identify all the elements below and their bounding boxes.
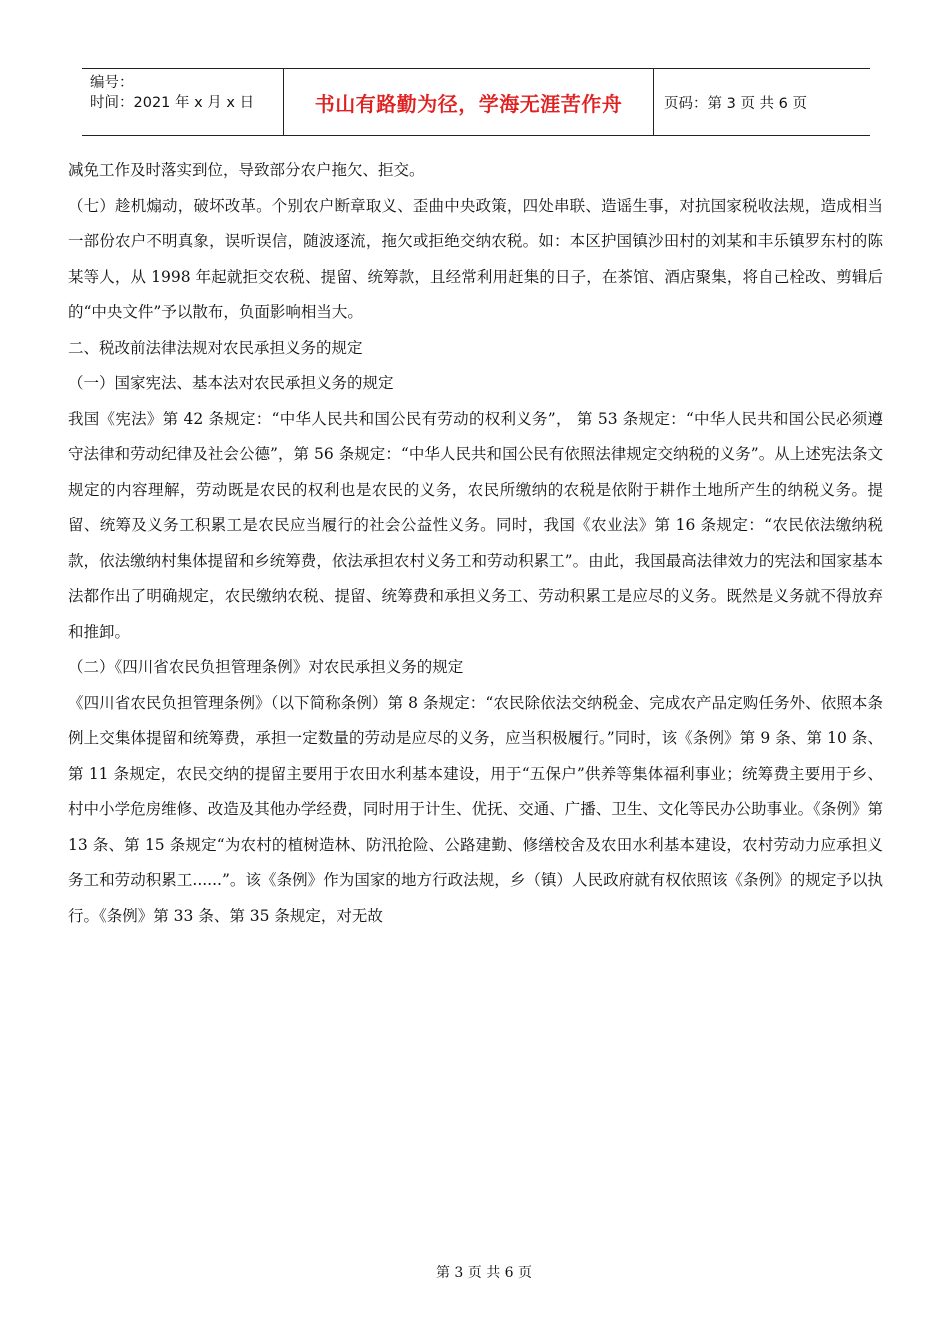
- document-number-label: 编号：: [90, 75, 134, 91]
- header-table: [82, 68, 870, 136]
- document-time-label: 时间：2021 年 x 月 x 日: [90, 95, 255, 111]
- header-meta: [82, 69, 283, 135]
- document-body: [68, 153, 883, 934]
- paragraph-section-7: （七）趁机煽动，破坏改革。个别农户断章取义、歪曲中央政策，四处串联、造谣生事，对抗国家税收法规，造成相当一部份农户不明真象，误听误信，随波逐流，拖欠或拒绝交纳农税。如：本区护国镇沙田村的刘某和丰乐镇罗东村的陈某等人，从 1998 年起就拒交农税、提留、统筹款，且经常利用赶集的日子，在茶馆、酒店聚集，将自己栓改、剪辑后的“中央文件”予以散布，负面影响相当大。: [68, 196, 883, 321]
- paragraph-continuation: 减免工作及时落实到位，导致部分农户拖欠、拒交。: [68, 161, 425, 179]
- subheading-2: （二）《四川省农民负担管理条例》对农民承担义务的规定: [68, 658, 464, 676]
- paragraph-constitution: 我国《宪法》第 42 条规定：“中华人民共和国公民有劳动的权利义务”， 第 53 条规定：“中华人民共和国公民必须遵守法律和劳动纪律及社会公德”，第 56 条规定：“中华人民共和国公民有依照法律规定交纳税的义务”。从上述宪法条文规定的内容理解，劳动既是农民的权利也是农民的义务，农民所缴纳的农税是依附于耕作土地所产生的纳税义务。提留、统筹及义务工积累工是农民应当履行的社会公益性义务。同时，我国《农业法》第 16 条规定：“农民依法缴纳税款，依法缴纳村集体提留和乡统筹费，依法承担农村义务工和劳动积累工”。由此，我国最高法律效力的宪法和国家基本法都作出了明确规定，农民缴纳农税、提留、统筹费和承担义务工、劳动积累工是应尽的义务。既然是义务就不得放弃和推卸。: [68, 409, 883, 641]
- header-page-info: 页码：第 3 页 共 6 页: [664, 95, 807, 112]
- header-motto: 书山有路勤为径，学海无涯苦作舟: [283, 69, 654, 135]
- page-footer: 第 3 页 共 6 页: [435, 1265, 533, 1281]
- paragraph-regulation: 《四川省农民负担管理条例》（以下简称条例）第 8 条规定：“农民除依法交纳税金、完成农产品定购任务外、依照本条例上交集体提留和统筹费，承担一定数量的劳动是应尽的义务，应当积极履行。”同时，该《条例》第 9 条、第 10 条、第 11 条规定，农民交纳的提留主要用于农田水利基本建设，用于“五保户”供养等集体福利事业；统筹费主要用于乡、村中小学危房维修、改造及其他办学经费，同时用于计生、优抚、交通、广播、卫生、文化等民办公助事业。《条例》第 13 条、第 15 条规定“为农村的植树造林、防汛抢险、公路建勤、修缮校舍及农田水利基本建设，农村劳动力应承担义务工和劳动积累工......”。该《条例》作为国家的地方行政法规，乡（镇）人民政府就有权依照该《条例》的规定予以执行。《条例》第 33 条、第 35 条规定，对无故: [68, 693, 883, 925]
- subheading-1: （一）国家宪法、基本法对农民承担义务的规定: [68, 374, 394, 392]
- heading-section-2: 二、税改前法律法规对农民承担义务的规定: [68, 338, 363, 357]
